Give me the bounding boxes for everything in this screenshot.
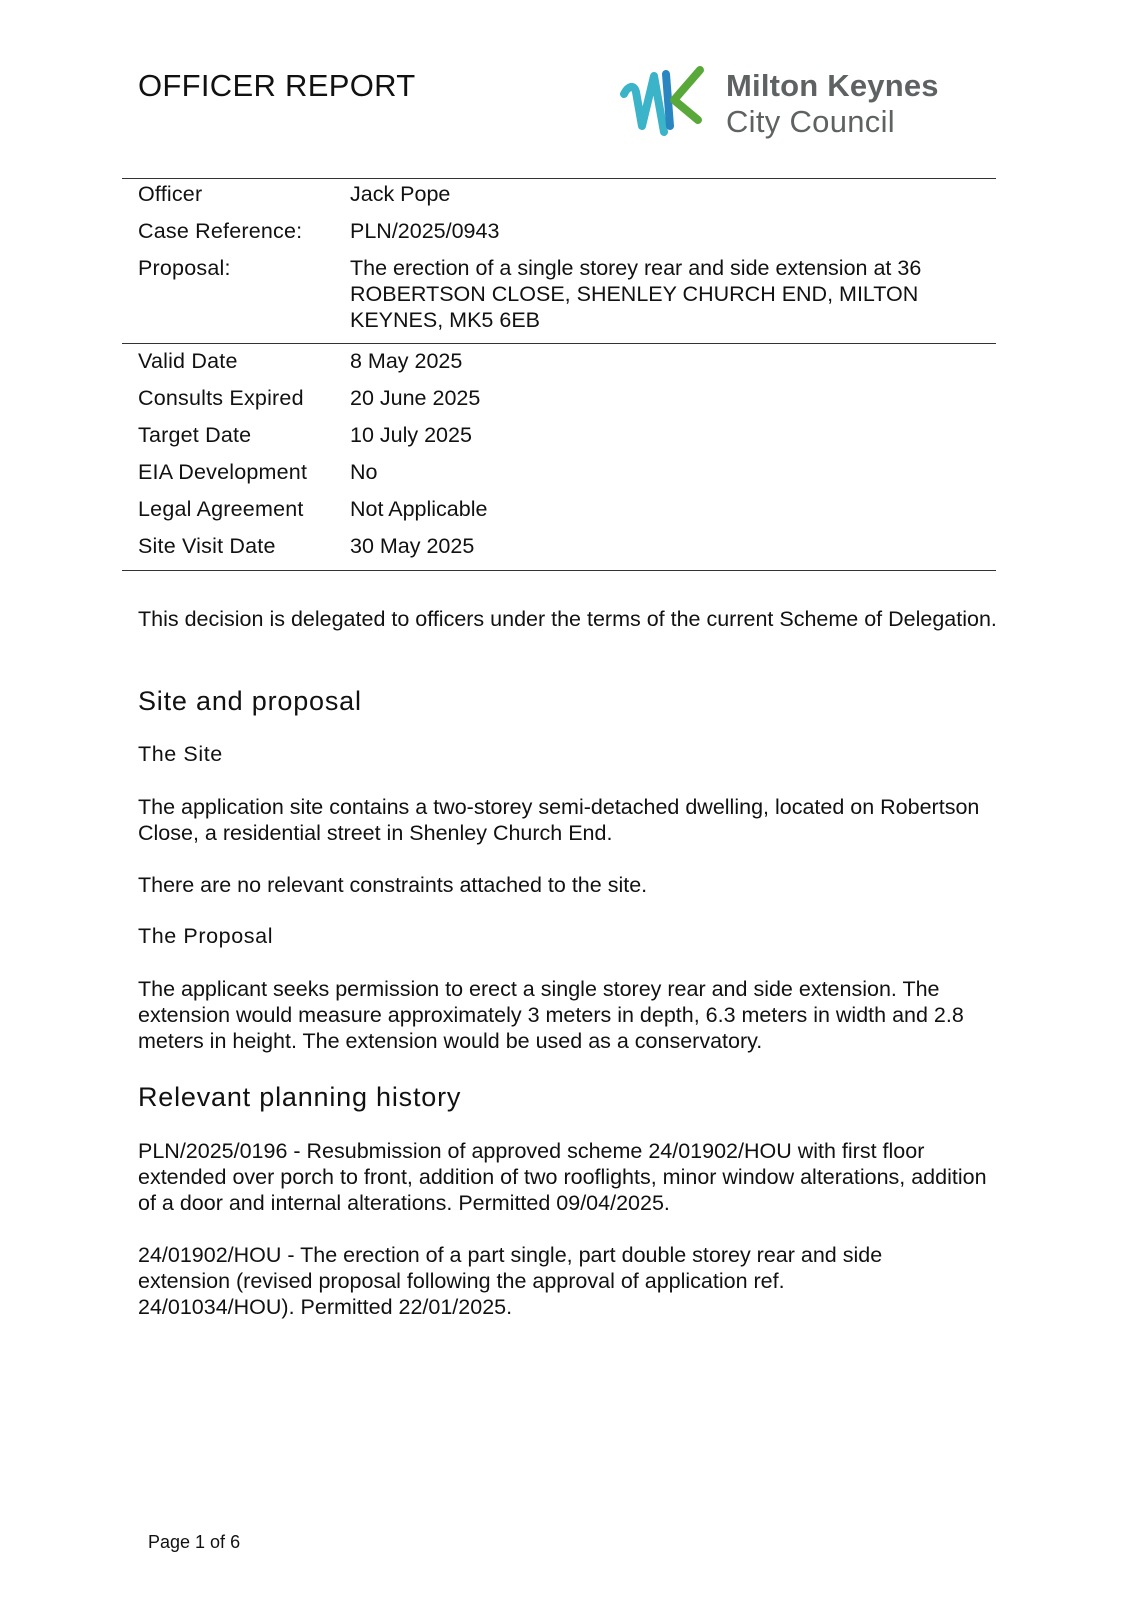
history-item-2: 24/01902/HOU - The erection of a part single, part double storey rear and side extension (revised proposal following the approval of application ref. 24/01034/HOU). Permitted 22/01/2025. — [138, 1243, 883, 1319]
page-number: Page 1 of 6 — [148, 1532, 241, 1552]
subheading-the-proposal: The Proposal — [138, 924, 274, 948]
report-title: OFFICER REPORT — [138, 68, 416, 103]
dates-row — [122, 496, 996, 522]
row-label: Legal Agreement — [138, 497, 304, 521]
row-value: 10 July 2025 — [350, 423, 472, 447]
site-paragraph-1: The application site contains a two-storey semi-detached dwelling, located on Robertson Close, a residential street in Shenley Church End. — [138, 795, 980, 845]
row-label: EIA Development — [138, 460, 308, 484]
council-logo — [620, 64, 1000, 144]
logo-line-2: City Council — [726, 104, 895, 139]
row-value: PLN/2025/0943 — [350, 219, 500, 243]
dates-row — [122, 533, 996, 559]
row-label: Officer — [138, 182, 203, 206]
site-paragraph-2: There are no relevant constraints attached to the site. — [138, 873, 648, 897]
details-row-proposal — [122, 255, 996, 333]
section-heading-site-and-proposal: Site and proposal — [138, 686, 362, 716]
mk-logo-mark-icon — [620, 64, 720, 144]
row-value: Not Applicable — [350, 497, 488, 521]
dates-row — [122, 459, 996, 485]
details-row-officer — [122, 181, 996, 207]
delegation-paragraph: This decision is delegated to officers under the terms of the current Scheme of Delegation. — [138, 607, 997, 631]
section-heading-planning-history: Relevant planning history — [138, 1082, 462, 1112]
dates-table — [122, 343, 996, 571]
row-value: 30 May 2025 — [350, 534, 475, 558]
row-value: 20 June 2025 — [350, 386, 481, 410]
subheading-the-site: The Site — [138, 742, 223, 766]
row-label: Target Date — [138, 423, 252, 447]
dates-row — [122, 422, 996, 448]
case-details-table — [122, 178, 996, 342]
row-value: Jack Pope — [350, 182, 451, 206]
row-label: Site Visit Date — [138, 534, 276, 558]
dates-row — [122, 348, 996, 374]
row-label: Consults Expired — [138, 386, 304, 410]
logo-wordmark — [726, 68, 939, 140]
row-value: 8 May 2025 — [350, 349, 463, 373]
dates-row — [122, 385, 996, 411]
row-label: Valid Date — [138, 349, 238, 373]
row-label: Case Reference: — [138, 219, 303, 243]
proposal-paragraph: The applicant seeks permission to erect a single storey rear and side extension. The extension would measure approximately 3 meters in depth, 6.3 meters in width and 2.8 meters in height. The extension would be used as a conservatory. — [138, 977, 964, 1053]
row-value: No — [350, 460, 378, 484]
row-value: The erection of a single storey rear and side extension at 36 ROBERTSON CLOSE, SHENLEY CHURCH END, MILTON KEYNES, MK5 6EB — [350, 256, 922, 332]
history-item-1: PLN/2025/0196 - Resubmission of approved scheme 24/01902/HOU with first floor extended over porch to front, addition of two rooflights, minor window alterations, addition of a door and internal alterations. Permitted 09/04/2025. — [138, 1139, 987, 1215]
row-label: Proposal: — [138, 256, 231, 280]
logo-line-1: Milton Keynes — [726, 68, 939, 103]
details-row-case-reference — [122, 218, 996, 244]
